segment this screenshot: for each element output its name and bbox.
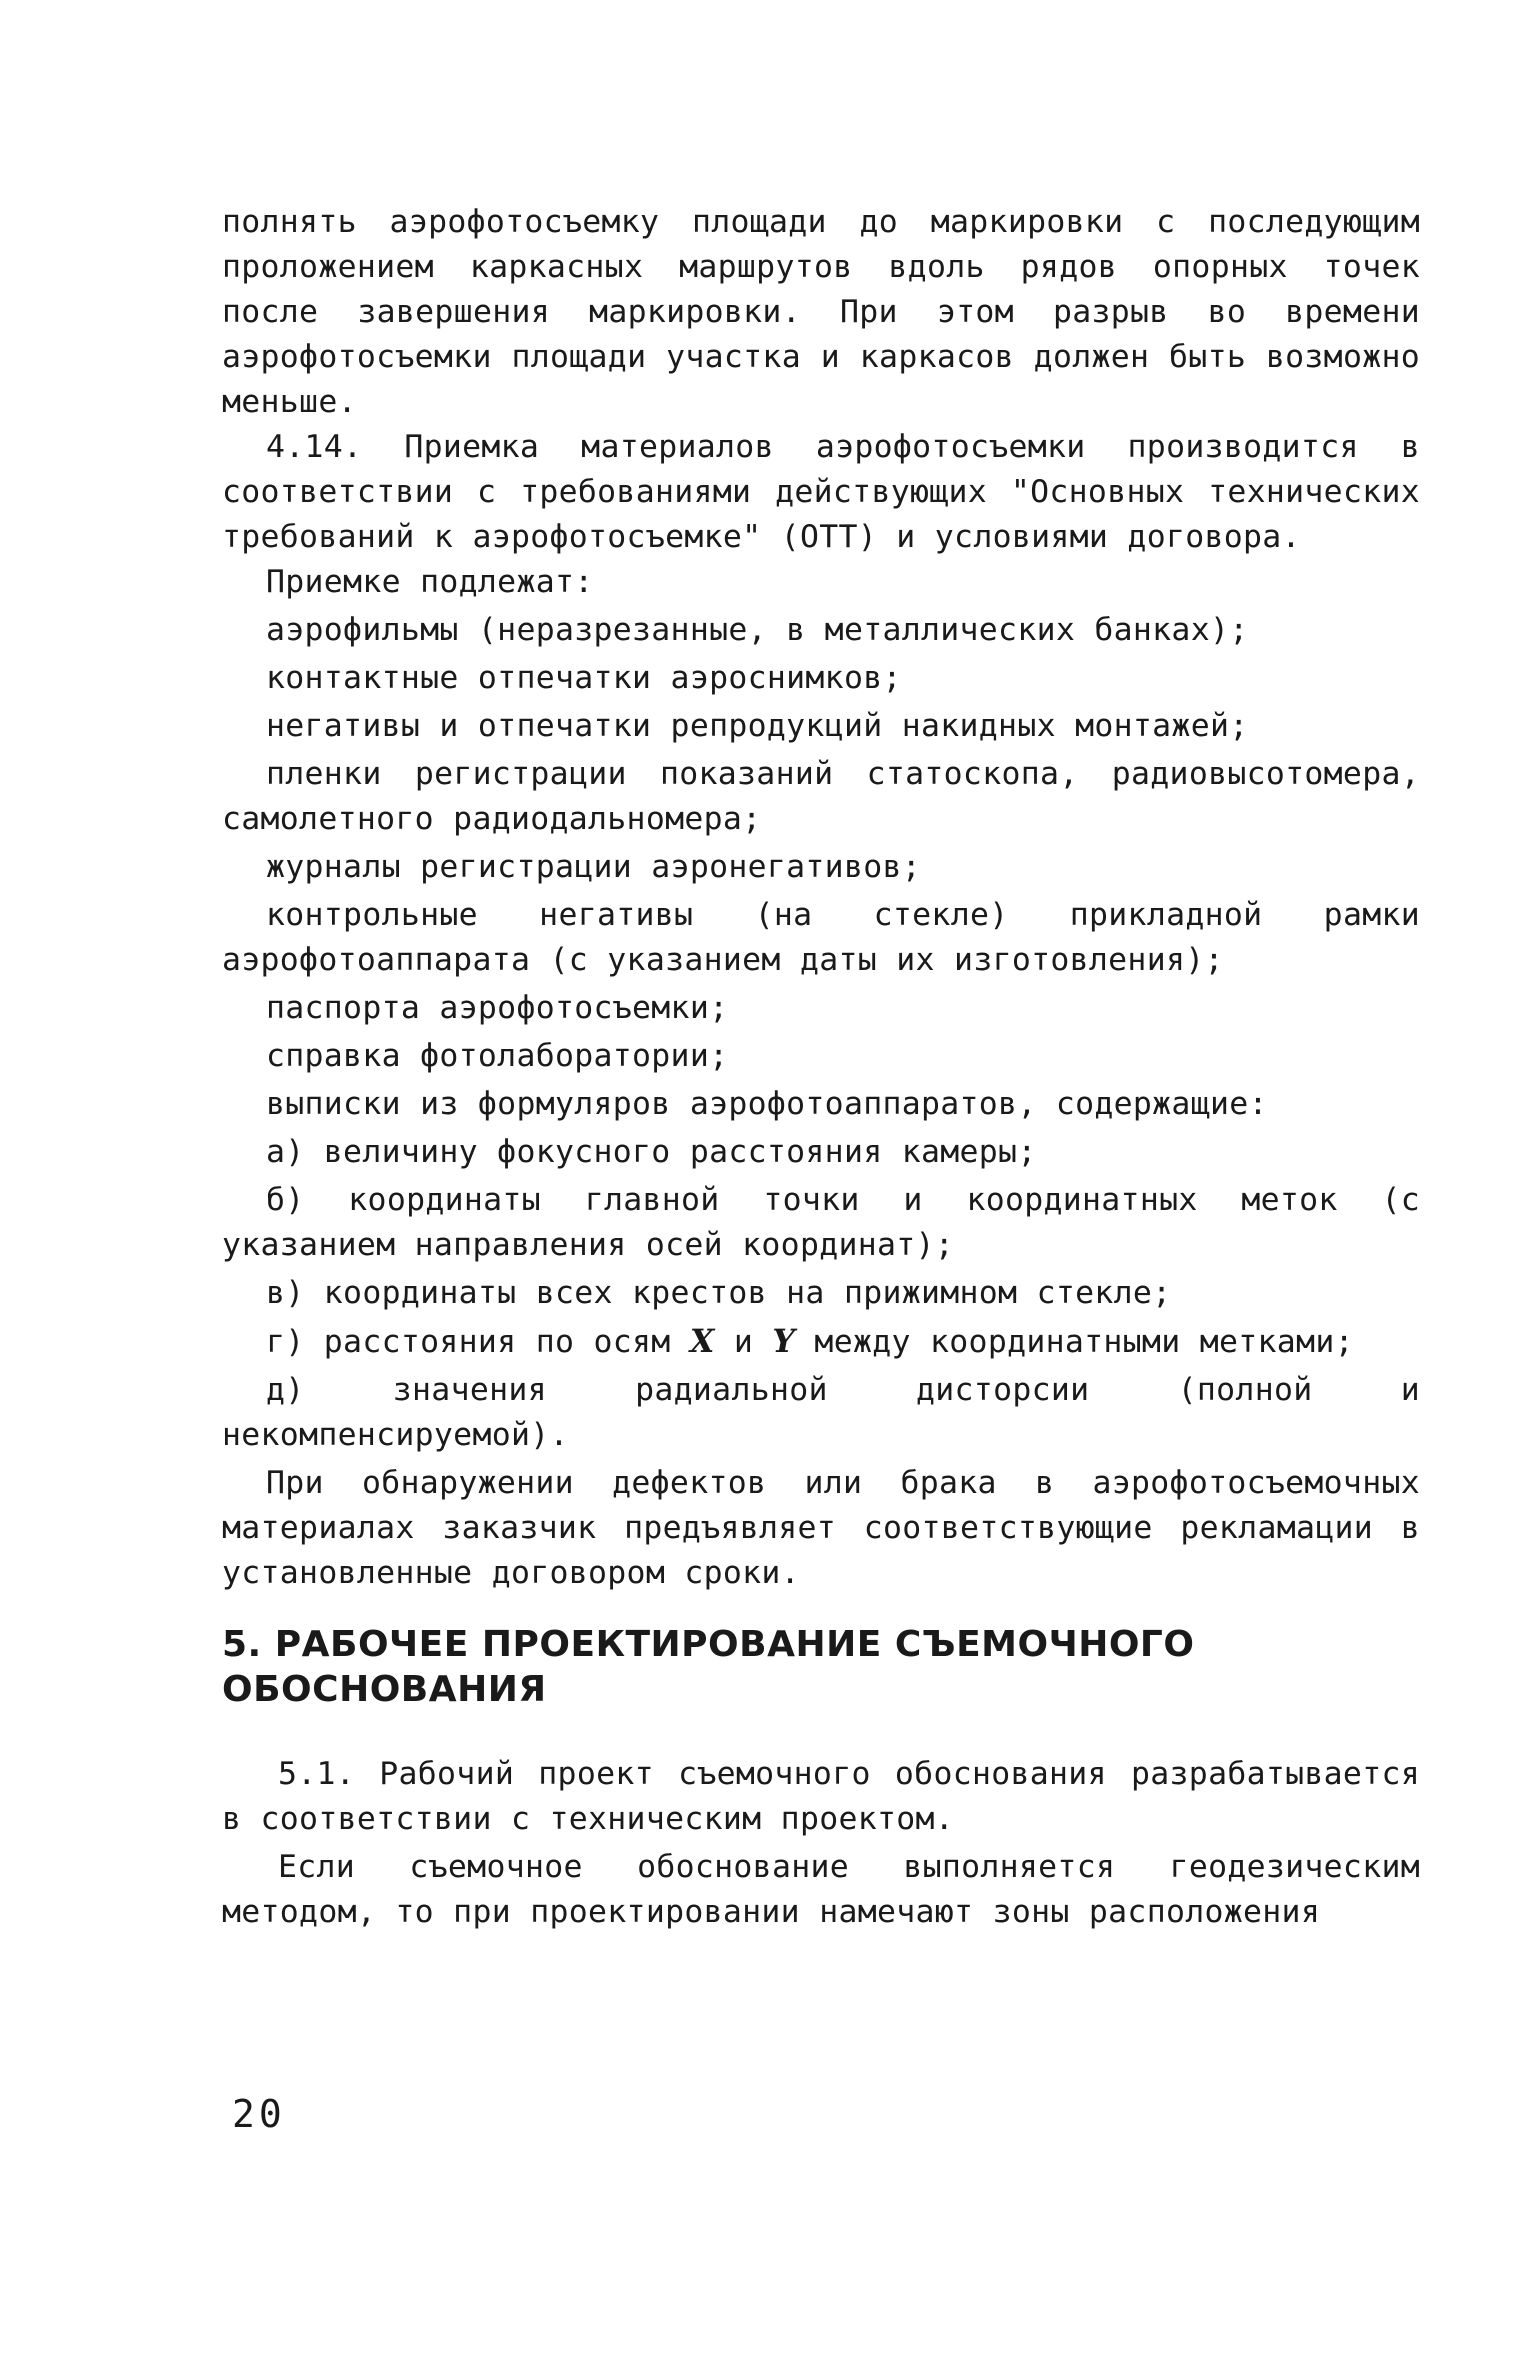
axis-x-symbol: X — [689, 1323, 715, 1360]
sub-item-d: д) значения радиальной дисторсии (полной и некомпенсируемой). — [222, 1372, 1420, 1453]
paragraph-acceptance-intro: Приемке подлежат: — [266, 564, 594, 600]
list-item: пленки регистрации показаний статоскопа, радиовысотомера, самолетного радиодальномера; — [222, 756, 1420, 837]
sub-item-g-tail: между координатными метками; — [795, 1324, 1354, 1360]
list-item: аэрофильмы (неразрезанные, в металлических банках); — [266, 612, 1249, 648]
page-text — [222, 200, 1420, 1935]
list-item: негативы и отпечатки репродукций накидных монтажей; — [266, 708, 1249, 744]
paragraph-continuation: полнять аэрофотосъемку площади до маркировки с последующим проложением каркасных маршрутов вдоль рядов опорных точек после завершения маркировки. При этом разрыв во времени аэрофотосъемки площади участка и каркасов должен быть возможно меньше. — [222, 204, 1420, 420]
paragraph-defects: При обнаружении дефектов или брака в аэрофотосъемочных материалах заказчик предъявляет соответствующие рекламации в установленные договором сроки. — [222, 1465, 1420, 1591]
list-item: журналы регистрации аэронегативов; — [266, 849, 921, 885]
sub-item-g-conjunction: и — [714, 1324, 773, 1360]
paragraph-geodetic-method: Если съемочное обоснование выполняется геодезическим методом, то при проектировании намечают зоны расположения — [222, 1849, 1420, 1930]
list-item: контактные отпечатки аэроснимков; — [266, 660, 902, 696]
paragraph-5-1: 5.1. Рабочий проект съемочного обоснования разрабатывается в соответствии с техническим проектом. — [222, 1756, 1420, 1837]
sub-item-g — [222, 1319, 1420, 1365]
sub-item-a: а) величину фокусного расстояния камеры; — [266, 1134, 1037, 1170]
sub-item-b: б) координаты главной точки и координатных меток (с указанием направления осей координат); — [222, 1182, 1420, 1263]
list-item: выписки из формуляров аэрофотоаппаратов, содержащие: — [266, 1086, 1268, 1122]
axis-y-symbol: Y — [772, 1323, 796, 1360]
sub-item-g-text: г) расстояния по осям — [266, 1324, 690, 1360]
sub-item-v: в) координаты всех крестов на прижимном стекле; — [266, 1275, 1172, 1311]
section-heading: 5. РАБОЧЕЕ ПРОЕКТИРОВАНИЕ СЪЕМОЧНОГО ОБОСНОВАНИЯ — [222, 1624, 1195, 1710]
page-number: 20 — [232, 2092, 286, 2136]
paragraph-4-14: 4.14. Приемка материалов аэрофотосъемки производится в соответствии с требованиями действующих "Основных технических требований к аэрофотосъемке" (ОТТ) и условиями договора. — [222, 429, 1420, 555]
list-item: справка фотолаборатории; — [266, 1038, 729, 1074]
list-item: паспорта аэрофотосъемки; — [266, 990, 729, 1026]
list-item: контрольные негативы (на стекле) прикладной рамки аэрофотоаппарата (с указанием даты их изготовления); — [222, 897, 1420, 978]
